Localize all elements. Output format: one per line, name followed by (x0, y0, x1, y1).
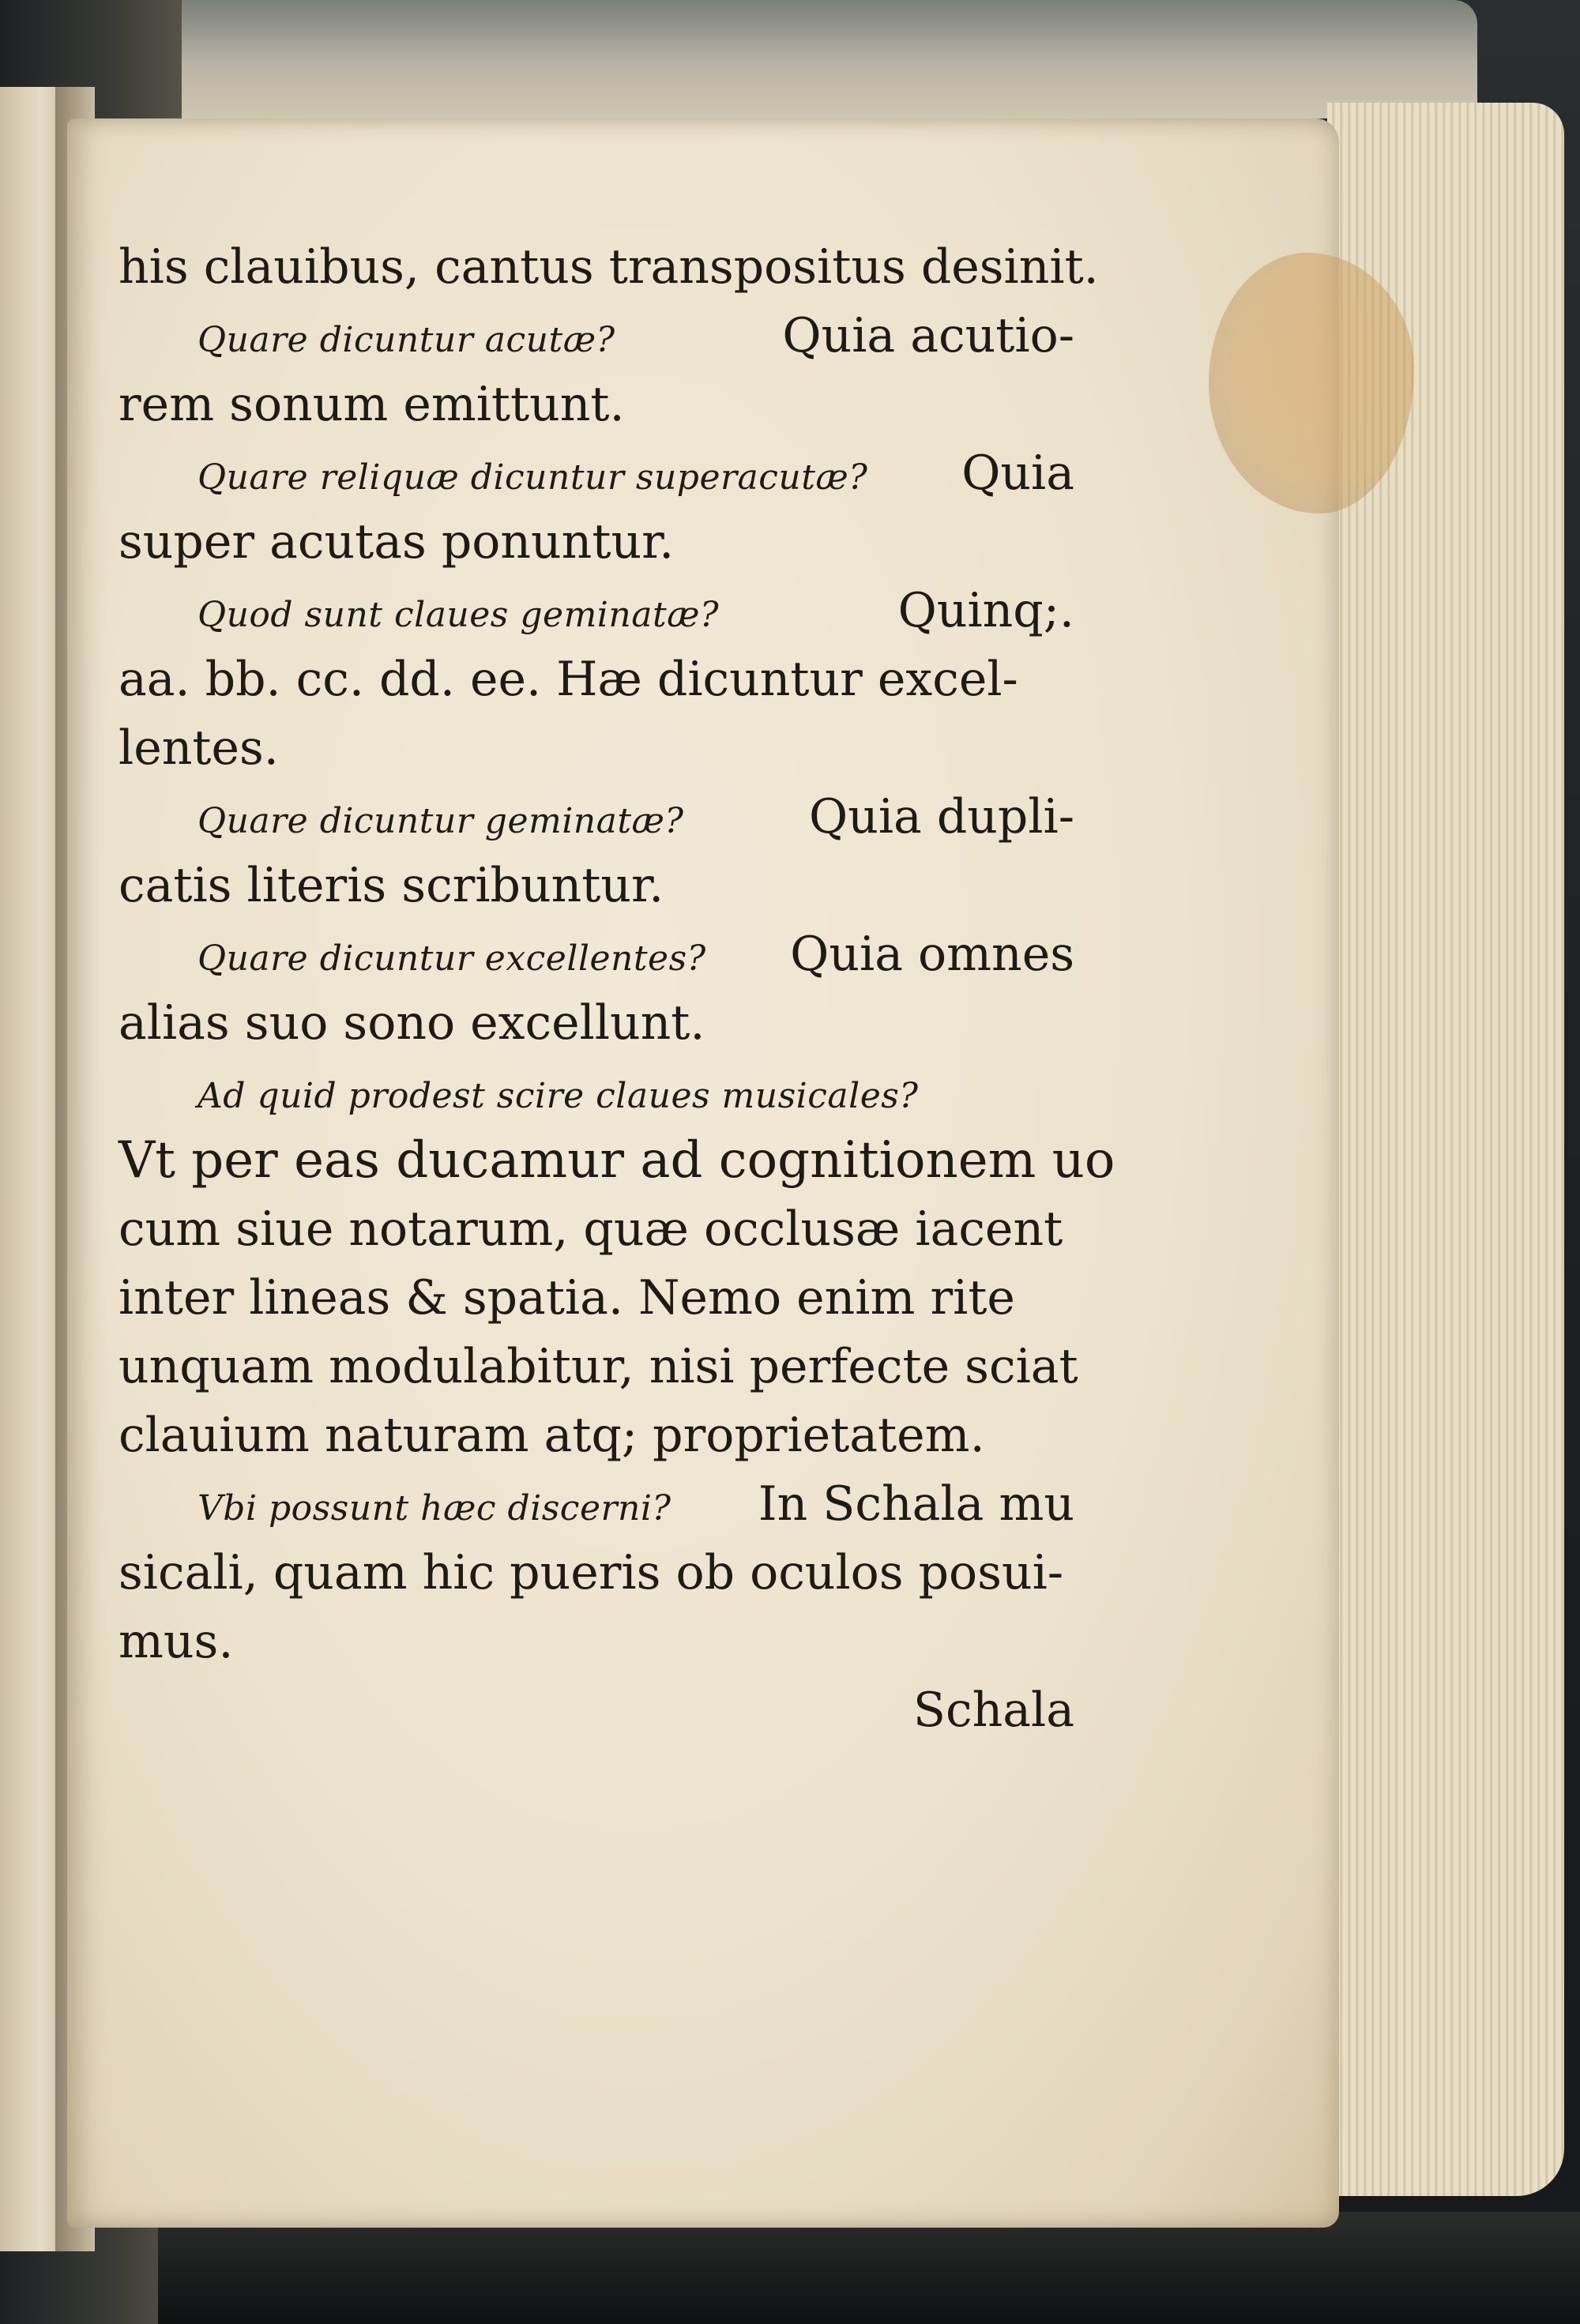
text-line: cum siue notarum, quæ occlusæ iacent (118, 1201, 1063, 1257)
text-line: Vt per eas ducamur ad cognitionem uo (118, 1131, 1115, 1190)
text-line: alias suo sono excellunt. (118, 995, 705, 1051)
text-line: inter lineas & spatia. Nemo enim rite (118, 1270, 1015, 1326)
book-top-edge (182, 0, 1477, 118)
question-line (118, 1058, 1074, 1126)
qa-line (118, 439, 1074, 508)
question-text: Quare reliquæ dicuntur superacutæ? (198, 457, 868, 498)
text-line: catis literis scribuntur. (118, 858, 664, 913)
text-line: aa. bb. cc. dd. ee. Hæ dicuntur excel- (118, 652, 1018, 707)
text-line: mus. (118, 1614, 234, 1669)
text-line: sicali, quam hic pueris ob oculos posui- (118, 1545, 1064, 1600)
question-text: Quare dicuntur acutæ? (198, 320, 615, 360)
bottom-shadow (158, 2212, 1580, 2324)
answer-text: Quia acutio- (782, 308, 1074, 363)
text-line: his clauibus, cantus transpositus desinit. (118, 239, 1099, 295)
question-text: Quare dicuntur excellentes? (198, 938, 706, 979)
answer-text: Quinq;. (897, 583, 1074, 638)
question-text: Quod sunt claues geminatæ? (198, 595, 720, 635)
answer-text: Quia omnes (790, 927, 1074, 982)
qa-line (118, 577, 1074, 645)
text-line: unquam modulabitur, nisi perfecte sciat (118, 1339, 1078, 1394)
question-text: Ad quid prodest scire claues musicales? (198, 1076, 919, 1116)
text-line: clauium naturam atq; proprietatem. (118, 1408, 985, 1463)
text-line: super acutas ponuntur. (118, 514, 675, 570)
qa-line (118, 920, 1074, 989)
answer-text: In Schala mu (758, 1476, 1074, 1532)
question-text: Vbi possunt hæc discerni? (198, 1488, 672, 1529)
answer-text: Quia (961, 446, 1074, 501)
catchword: Schala (912, 1683, 1074, 1738)
water-stain (1209, 253, 1414, 513)
text-line: rem sonum emittunt. (118, 377, 625, 432)
question-text: Quare dicuntur geminatæ? (198, 801, 684, 841)
qa-line (118, 783, 1074, 852)
qa-line (118, 1470, 1074, 1539)
answer-text: Quia dupli- (809, 789, 1074, 844)
text-line: lentes. (118, 720, 279, 776)
page-text (118, 233, 1115, 1745)
qa-line (118, 302, 1074, 370)
